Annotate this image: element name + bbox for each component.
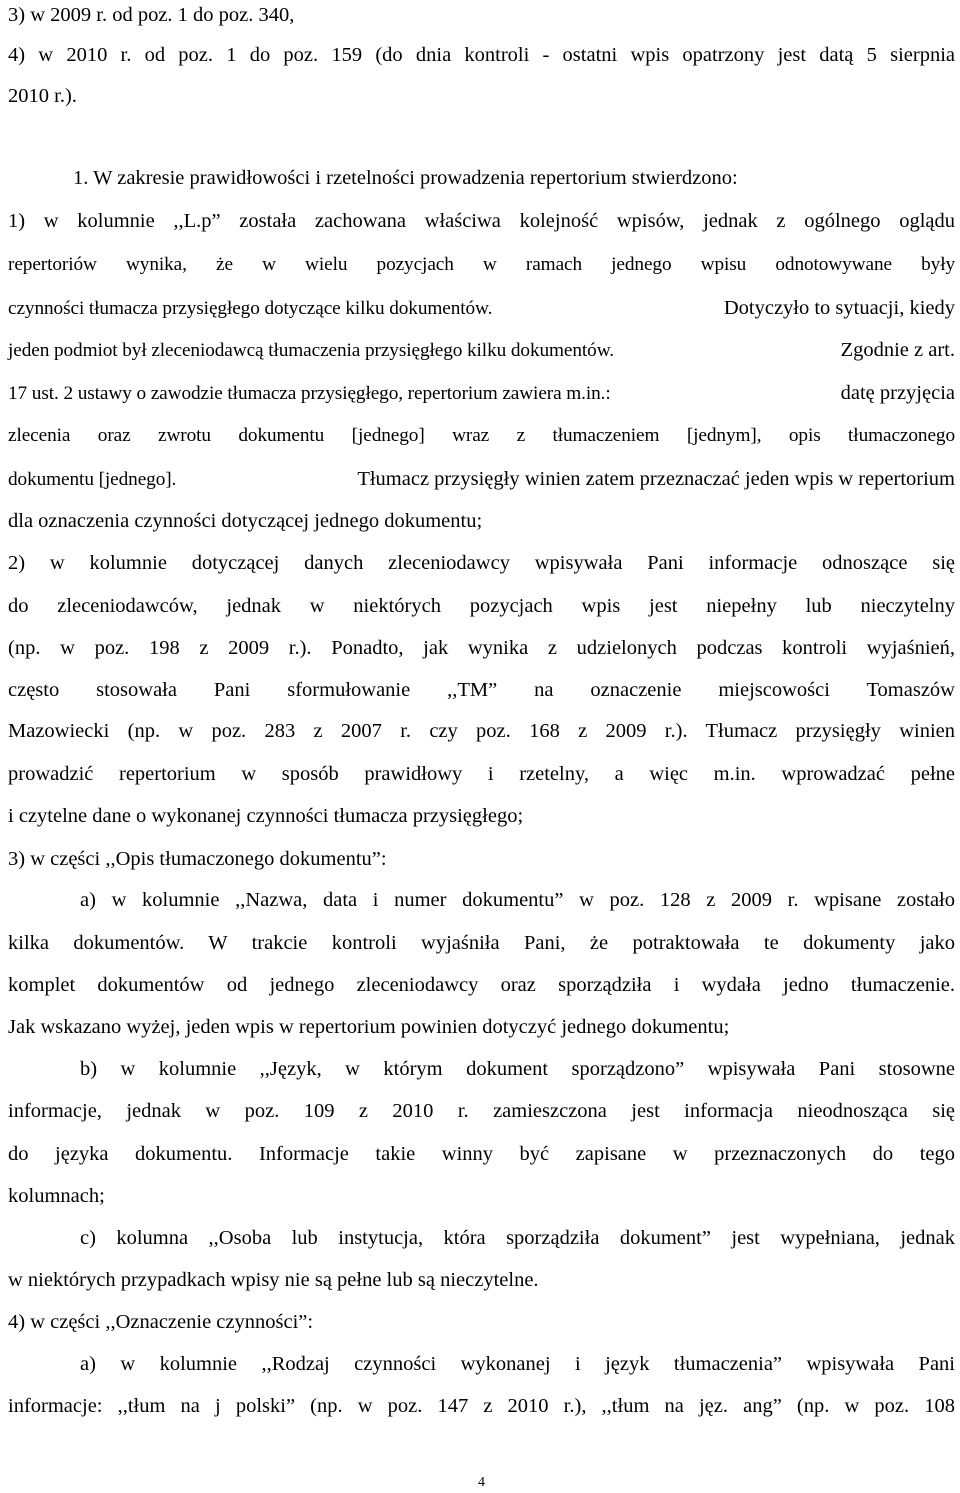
text-line: Mazowiecki (np. w poz. 283 z 2007 r. czy poz. 168 z 2009 r.). Tłumacz przysięgły winien bbox=[8, 720, 955, 742]
text-segment: czynności tłumacza przysięgłego dotyczące kilku dokumentów. bbox=[8, 298, 493, 319]
text-line: do zleceniodawców, jednak w niektórych pozycjach wpis jest niepełny lub nieczytelny bbox=[8, 595, 955, 617]
text-line: 1. W zakresie prawidłowości i rzetelności prowadzenia repertorium stwierdzono: bbox=[73, 167, 738, 189]
text-line: dla oznaczenia czynności dotyczącej jednego dokumentu; bbox=[8, 510, 483, 532]
text-line: komplet dokumentów od jednego zleceniodawcy oraz sporządziła i wydała jedno tłumaczenie. bbox=[8, 974, 955, 996]
text-segment: datę przyjęcia bbox=[840, 382, 955, 404]
text-line: 1) w kolumnie ,,L.p” została zachowana właściwa kolejność wpisów, jednak z ogólnego oglądu bbox=[8, 210, 955, 232]
text-line: kilka dokumentów. W trakcie kontroli wyjaśniła Pani, że potraktowała te dokumenty jako bbox=[8, 932, 955, 954]
text-segment: jeden podmiot był zleceniodawcą tłumaczenia przysięgłego kilku dokumentów. bbox=[8, 340, 615, 361]
text-line: 3) w części ,,Opis tłumaczonego dokumentu”: bbox=[8, 848, 387, 870]
text-line: informacje, jednak w poz. 109 z 2010 r. zamieszczona jest informacja nieodnosząca się bbox=[8, 1100, 955, 1122]
text-line: b) w kolumnie ,,Język, w którym dokument sporządzono” wpisywała Pani stosowne bbox=[80, 1058, 955, 1080]
text-segment: Dotyczyło to sytuacji, kiedy bbox=[723, 297, 955, 319]
text-line: repertoriów wynika, że w wielu pozycjach w ramach jednego wpisu odnotowywane były bbox=[8, 254, 955, 275]
text-line: 4) w części ,,Oznaczenie czynności”: bbox=[8, 1311, 314, 1333]
text-line: często stosowała Pani sformułowanie ,,TM” na oznaczenie miejscowości Tomaszów bbox=[8, 679, 955, 701]
text-line: informacje: ,,tłum na j polski” (np. w poz. 147 z 2010 r.), ,,tłum na jęz. ang” (np. w poz. 108 bbox=[8, 1395, 955, 1417]
text-segment: dokumentu [jednego]. bbox=[8, 469, 177, 490]
text-line: (np. w poz. 198 z 2009 r.). Ponadto, jak wynika z udzielonych podczas kontroli wyjaśnień, bbox=[8, 637, 955, 659]
text-line: 3) w 2009 r. od poz. 1 do poz. 340, bbox=[8, 4, 295, 26]
text-line: kolumnach; bbox=[8, 1185, 105, 1207]
text-line bbox=[8, 338, 955, 363]
text-line: 2010 r.). bbox=[8, 85, 77, 107]
text-line: 4) w 2010 r. od poz. 1 do poz. 159 (do dnia kontroli - ostatni wpis opatrzony jest datą 5 sierpnia bbox=[8, 44, 955, 66]
text-line: c) kolumna ,,Osoba lub instytucja, która sporządziła dokument” jest wypełniana, jednak bbox=[80, 1227, 955, 1249]
text-line: prowadzić repertorium w sposób prawidłowy i rzetelny, a więc m.in. wprowadzać pełne bbox=[8, 763, 955, 785]
text-line: zlecenia oraz zwrotu dokumentu [jednego] wraz z tłumaczeniem [jednym], opis tłumaczonego bbox=[8, 425, 955, 446]
text-line: a) w kolumnie ,,Nazwa, data i numer dokumentu” w poz. 128 z 2009 r. wpisane zostało bbox=[80, 889, 955, 911]
text-segment: Tłumacz przysięgły winien zatem przeznaczać jeden wpis w repertorium bbox=[357, 468, 955, 490]
text-line: do języka dokumentu. Informacje takie winny być zapisane w przeznaczonych do tego bbox=[8, 1143, 955, 1165]
page-number: 4 bbox=[478, 1475, 485, 1490]
text-line: w niektórych przypadkach wpisy nie są pełne lub są nieczytelne. bbox=[8, 1269, 539, 1291]
text-line bbox=[8, 467, 955, 492]
text-segment: 17 ust. 2 ustawy o zawodzie tłumacza przysięgłego, repertorium zawiera m.in.: bbox=[8, 383, 611, 404]
text-line: i czytelne dane o wykonanej czynności tłumacza przysięgłego; bbox=[8, 805, 524, 827]
text-segment: Zgodnie z art. bbox=[840, 339, 955, 361]
text-line: a) w kolumnie ,,Rodzaj czynności wykonanej i język tłumaczenia” wpisywała Pani bbox=[80, 1353, 955, 1375]
text-line: Jak wskazano wyżej, jeden wpis w repertorium powinien dotyczyć jednego dokumentu; bbox=[8, 1016, 730, 1038]
text-line bbox=[8, 296, 955, 321]
text-line bbox=[8, 381, 955, 406]
text-line: 2) w kolumnie dotyczącej danych zleceniodawcy wpisywała Pani informacje odnoszące się bbox=[8, 552, 955, 574]
